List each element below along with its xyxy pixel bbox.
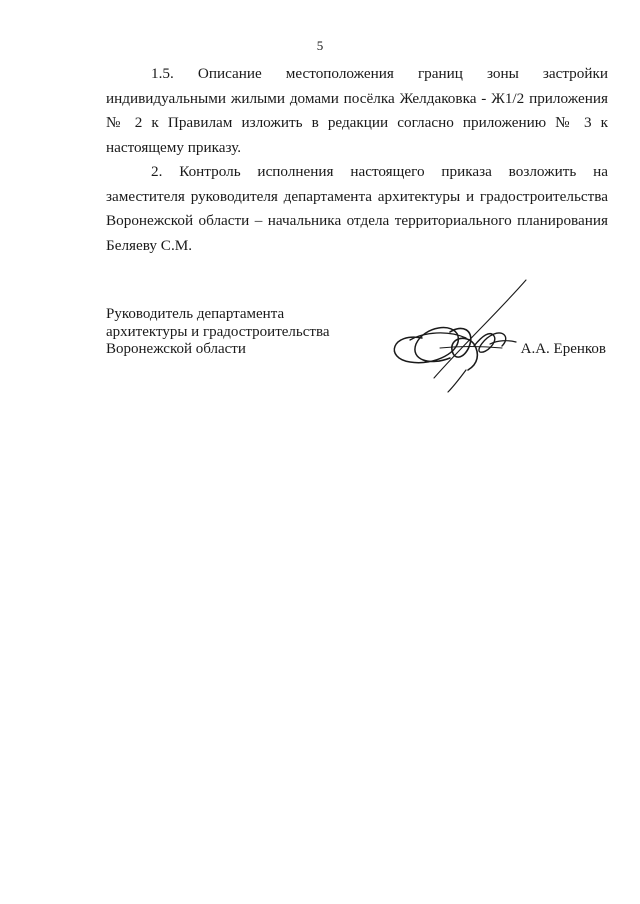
signer-position-line: Воронежской области xyxy=(106,341,246,357)
signer-position-line: Руководитель департамента xyxy=(106,306,285,322)
page-number: 5 xyxy=(316,38,324,53)
signature-block xyxy=(106,306,608,416)
handwritten-signature xyxy=(370,274,560,400)
signer-name: А.А. Еренков xyxy=(520,341,606,357)
document-body xyxy=(106,62,608,258)
paragraph-2: 2. Контроль исполнения настоящего приказа возложить на заместителя руководителя департамента архитектуры и градостроительства Воронежской области – начальника отдела территориального планирования Беляеву С.М. xyxy=(106,163,608,254)
signer-position-line: архитектуры и градостроительства xyxy=(106,323,330,340)
signer-position xyxy=(106,306,329,359)
paragraph-1-5: 1.5. Описание местоположения границ зоны застройки индивидуальными жилыми домами посёлка Желдаковка - Ж1/2 приложения № 2 к Правилам изложить в редакции согласно приложению № 3 к настоящему приказу. xyxy=(106,65,608,156)
